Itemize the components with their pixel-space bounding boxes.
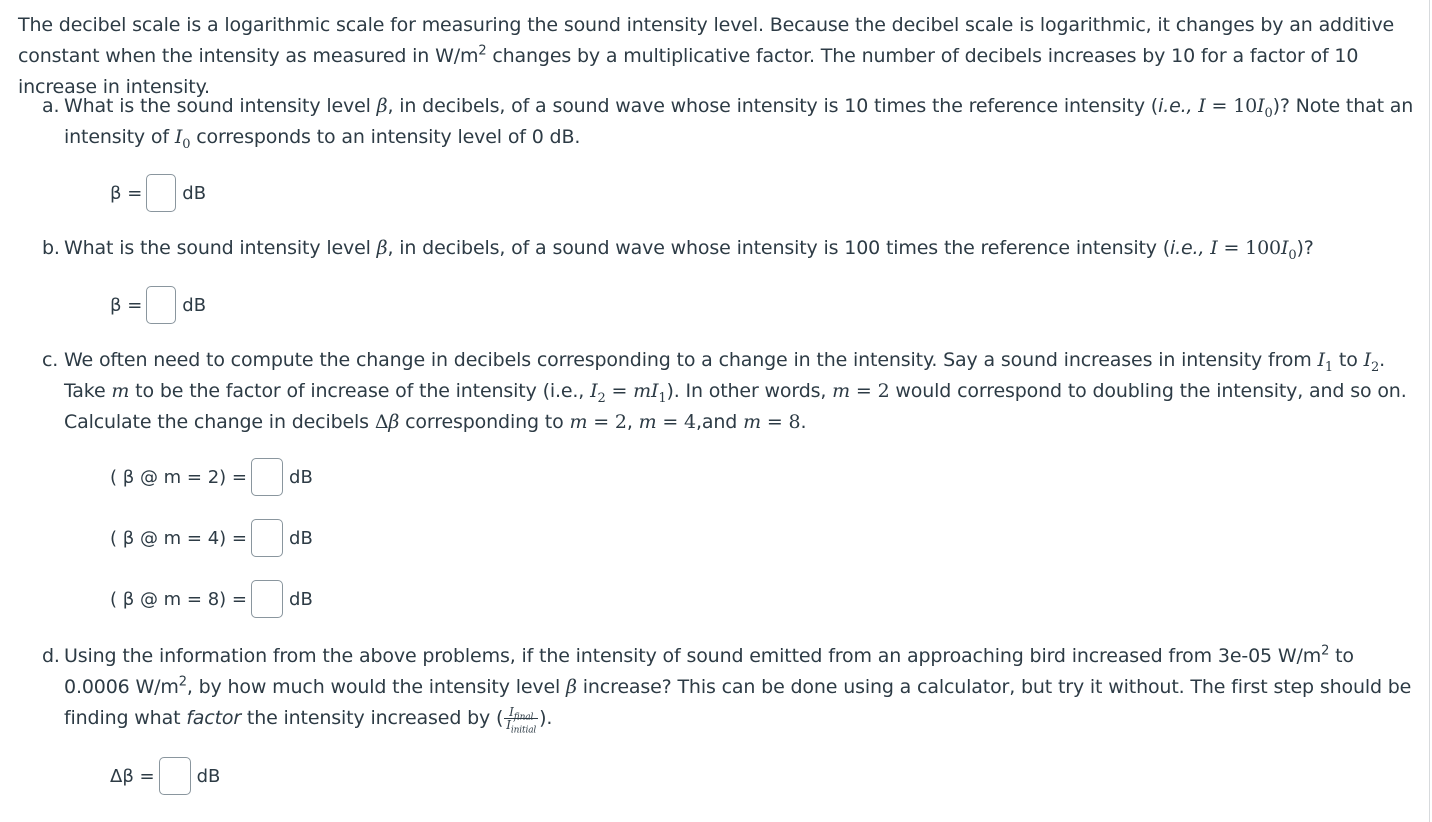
mc-symbol: m (743, 411, 761, 433)
question-c-text-4: ). In other words, (666, 380, 833, 402)
beta-symbol: β (388, 411, 400, 433)
unit-label-a: dB (182, 182, 207, 204)
eq-val: = 10 (1205, 95, 1258, 117)
sup-1: 2 (1321, 643, 1330, 659)
question-d-text: Using the information from the above problems, if the intensity of sound emitted from an approaching bird increased from 3e-05 W/m (64, 645, 1322, 667)
answer-row-a (110, 173, 206, 213)
answer-input-a[interactable] (146, 174, 176, 212)
question-b-text-2: , in decibels, of a sound wave whose intensity is 100 times the reference intensity ( (387, 237, 1170, 259)
mb-val: = 4 (656, 411, 696, 433)
eq-i0: I (1257, 95, 1265, 117)
m2-symbol: m (832, 380, 851, 402)
i1-sub: 1 (1324, 359, 1334, 375)
mc-val: = 8 (760, 411, 801, 433)
question-d-text-4: increase? This can be done using a calculator, but try it without. The first step should be finding what (64, 676, 1412, 729)
question-a-letter: a. (42, 95, 60, 117)
m2-val: = 2 (850, 380, 890, 402)
eq-equals: = (605, 380, 634, 402)
answer-row-c3 (110, 579, 313, 619)
unit-label-c3: dB (289, 588, 313, 610)
question-b-letter: b. (42, 237, 60, 259)
answer-label-c2: ( β @ m = 4) = (110, 527, 248, 549)
question-c-text: We often need to compute the change in decibels corresponding to a change in the intensity. Say a sound increases in intensity from (64, 349, 1318, 371)
delta-symbol: Δ (374, 411, 389, 433)
question-c-text-2: . Take (64, 349, 1385, 402)
frac-num-sub: final (513, 712, 534, 723)
question-d-text-5: the intensity increased by ( (241, 707, 504, 729)
question-a (42, 91, 1424, 153)
beta-symbol: β (376, 237, 388, 259)
question-c-text-5: would correspond to doubling the intensity, and so on. Calculate the change in decibels (64, 380, 1407, 433)
question-b-text: What is the sound intensity level (64, 237, 377, 259)
question-b-text-3: )? (1296, 237, 1314, 259)
eq-m: m (633, 380, 651, 402)
ma-val: = 2 (587, 411, 627, 433)
question-b (42, 233, 1424, 264)
i1-symbol: I (1317, 349, 1325, 371)
answer-input-c2[interactable] (251, 519, 283, 557)
question-d-text-3: , by how much would the intensity level (186, 676, 567, 698)
i2-sub: 2 (1370, 359, 1380, 375)
sup-2: 2 (178, 674, 187, 690)
i0-sub: 0 (182, 136, 191, 152)
eq-i1-sub: 1 (658, 390, 667, 406)
question-d-letter: d. (42, 645, 60, 667)
eq-i2-sub: 2 (597, 390, 606, 406)
answer-label-c1: ( β @ m = 2) = (110, 466, 248, 488)
ma-symbol: m (569, 411, 588, 433)
comma: , (626, 411, 639, 433)
question-c-text-3: to be the factor of increase of the intensity (i.e., (129, 380, 591, 402)
eq-i2: I (590, 380, 598, 402)
factor-word: factor (186, 707, 242, 729)
question-a-text: What is the sound intensity level (64, 95, 377, 117)
answer-row-d (110, 756, 220, 796)
answer-label-c3: ( β @ m = 8) = (110, 588, 248, 610)
eq-i: I (1192, 95, 1206, 117)
answer-input-b[interactable] (146, 286, 176, 324)
question-c-text-6: corresponding to (399, 411, 570, 433)
mb-symbol: m (638, 411, 657, 433)
answer-input-c3[interactable] (251, 580, 283, 618)
question-a-text-4: corresponds to an intensity level of 0 dB. (190, 126, 581, 148)
frac-den-i: I (506, 718, 511, 732)
fraction-denominator (504, 718, 538, 736)
question-c (42, 345, 1424, 438)
answer-input-c1[interactable] (251, 458, 283, 496)
unit-label-d: dB (196, 765, 221, 787)
i0-symbol: I (174, 126, 183, 148)
question-c-letter: c. (42, 349, 59, 371)
unit-label-b: dB (182, 294, 207, 316)
ie-abbr: i.e., (1158, 95, 1193, 117)
answer-label-b: β = (110, 294, 143, 316)
answer-label-a: β = (110, 182, 143, 204)
answer-row-c1 (110, 457, 313, 497)
to-word: to (1333, 349, 1364, 371)
frac-num-i: I (509, 705, 514, 719)
answer-row-b (110, 285, 206, 325)
frac-den-sub: initial (510, 725, 537, 736)
ie-abbr: i.e., (1170, 237, 1205, 259)
intro-text: The decibel scale is a logarithmic scale for measuring the sound intensity level. Because the decibel scale is logarithmic, it changes by an additive constant when the intensity as measured in W/m (18, 14, 1395, 67)
answer-input-d[interactable] (159, 757, 191, 795)
answer-label-d: Δβ = (110, 765, 155, 787)
beta-symbol: β (376, 95, 388, 117)
ratio-fraction (504, 705, 538, 736)
m-symbol: m (111, 380, 130, 402)
unit-label-c1: dB (289, 466, 313, 488)
answer-row-c2 (110, 518, 313, 558)
eq-i: I (1204, 237, 1218, 259)
question-d-text-2: to 0.0006 W/m (64, 645, 1354, 698)
question-a-text-2: , in decibels, of a sound wave whose intensity is 10 times the reference intensity ( (387, 95, 1159, 117)
intro-text-2: changes by a multiplicative factor. The number of decibels increases by 10 for a factor of 10 increase in intensity. (18, 45, 1359, 98)
eq-i1: I (651, 380, 659, 402)
eq-val: = 100 (1217, 237, 1281, 259)
eq-sub: 0 (1288, 247, 1297, 263)
intro-sup: 2 (478, 43, 487, 59)
question-d (42, 641, 1424, 736)
and-word: ,and (695, 411, 744, 433)
eq-i0: I (1280, 237, 1289, 259)
eq-sub: 0 (1264, 105, 1273, 121)
question-a-text-3: )? Note that an intensity of (64, 95, 1414, 148)
question-d-text-6: ). (539, 707, 553, 729)
period: . (800, 411, 807, 433)
unit-label-c2: dB (289, 527, 313, 549)
beta-symbol: β (566, 676, 577, 698)
intro-paragraph (18, 10, 1418, 103)
i2-symbol: I (1363, 349, 1371, 371)
